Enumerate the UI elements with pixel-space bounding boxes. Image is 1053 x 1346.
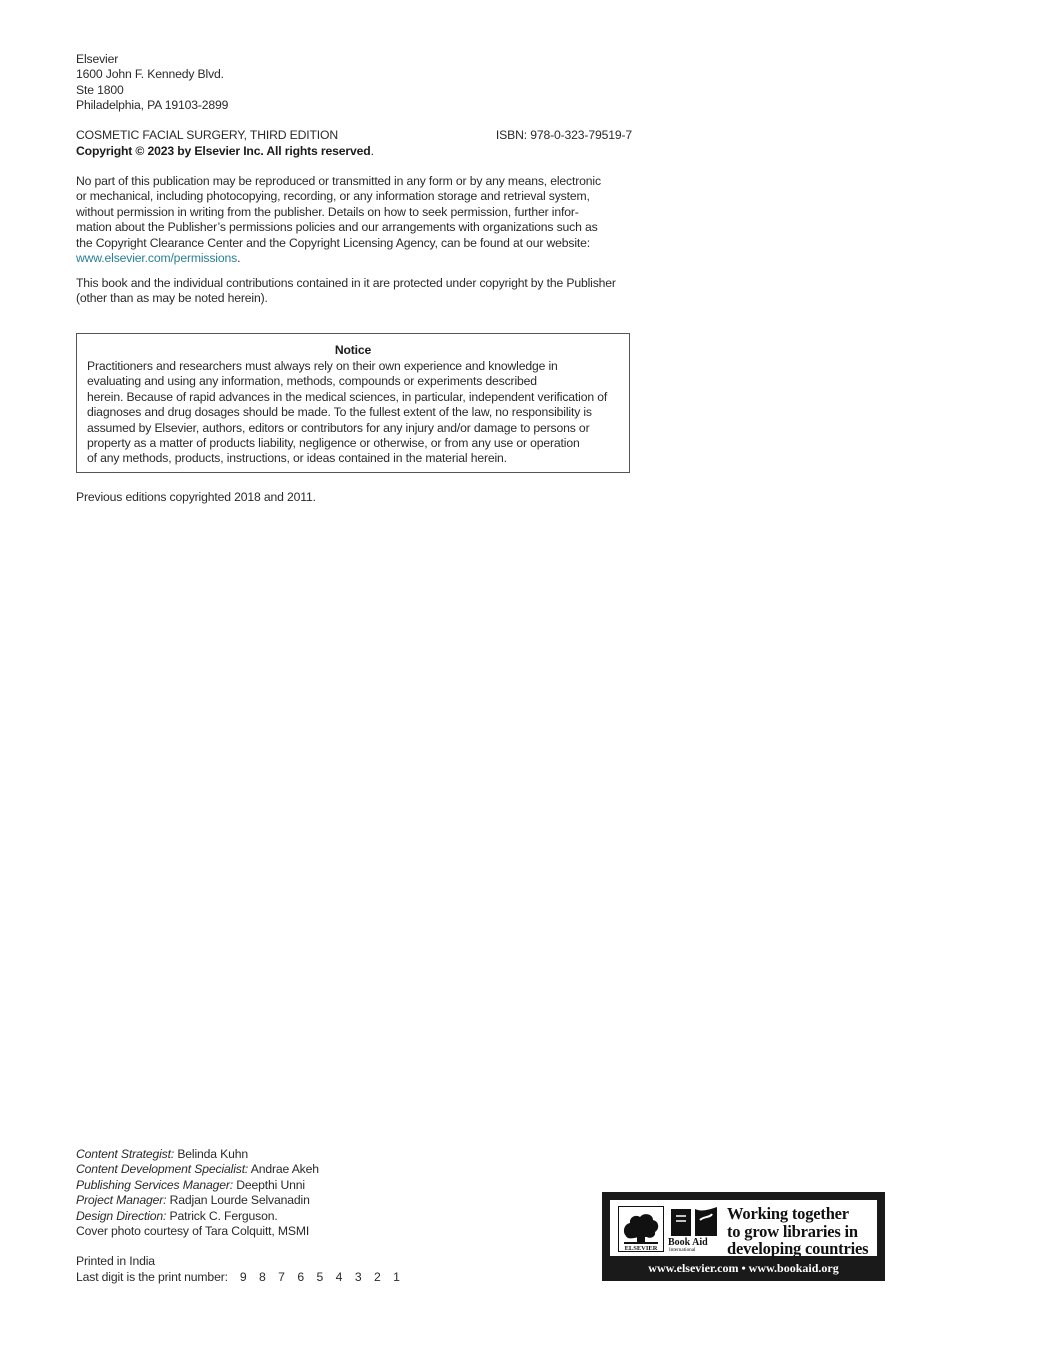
- permissions-link[interactable]: www.elsevier.com/permissions: [76, 251, 238, 266]
- tagline-line: to grow libraries in: [727, 1221, 858, 1241]
- credit-name: Patrick C. Ferguson.: [166, 1208, 278, 1223]
- address-suite: Ste 1800: [76, 82, 124, 97]
- print-number-label: Last digit is the print number:: [76, 1270, 228, 1284]
- notice-body: [87, 359, 607, 467]
- logo-inner-panel: [610, 1200, 877, 1256]
- credit-role: Content Development Specialist:: [76, 1162, 249, 1177]
- notice-line: property as a matter of products liability, negligence or otherwise, or from any use or operation: [87, 436, 580, 451]
- credit-name: Deepthi Unni: [233, 1177, 305, 1192]
- copyright-statement: [76, 144, 374, 159]
- permissions-line: mation about the Publisher’s permissions policies and our arrangements with organizations such as: [76, 220, 598, 235]
- credit-name: Andrae Akeh: [248, 1162, 319, 1177]
- notice-line: of any methods, products, instructions, or ideas contained in the material herein.: [87, 451, 507, 466]
- printed-in: Printed in India: [76, 1254, 155, 1268]
- print-number-digits: 9 8 7 6 5 4 3 2 1: [239, 1270, 400, 1284]
- book-title: COSMETIC FACIAL SURGERY, THIRD EDITION: [76, 128, 339, 142]
- credit-line: [76, 1147, 319, 1162]
- protection-line: This book and the individual contributions contained in it are protected under copyright by the Publisher: [76, 276, 616, 290]
- notice-line: assumed by Elsevier, authors, editors or contributors for any injury and/or damage to persons or: [87, 420, 590, 435]
- bookaid-label: Book Aid: [668, 1237, 708, 1248]
- notice-line: evaluating and using any information, methods, compounds or experiments described: [87, 374, 537, 389]
- book-aid-logo: [602, 1192, 885, 1281]
- notice-line: diagnoses and drug dosages should be made. To the fullest extent of the law, no responsibility is: [87, 405, 592, 420]
- notice-line: herein. Because of rapid advances in the medical sciences, in particular, independent verification of: [87, 389, 608, 404]
- credits-list: [76, 1147, 319, 1239]
- copyright-period: .: [370, 144, 374, 158]
- credit-role: Design Direction:: [76, 1208, 167, 1223]
- print-number-line: [76, 1270, 400, 1285]
- notice-box: [76, 333, 630, 473]
- protection-line: (other than as may be noted herein).: [76, 291, 268, 306]
- tagline-line: Working together: [727, 1204, 849, 1223]
- credit-line: [76, 1193, 319, 1208]
- cover-photo-credit: Cover photo courtesy of Tara Colquitt, MSMI: [76, 1224, 310, 1239]
- permissions-link-line: [76, 251, 632, 266]
- tagline-line: developing countries: [727, 1239, 869, 1258]
- permissions-line: No part of this publication may be reproduced or transmitted in any form or by any means, electronic: [76, 174, 601, 188]
- publisher-address: [76, 52, 228, 114]
- credit-role: Content Strategist:: [76, 1147, 175, 1161]
- notice-title: Notice: [334, 343, 372, 357]
- permissions-paragraph: [76, 174, 632, 266]
- previous-editions: Previous editions copyrighted 2018 and 2011.: [76, 490, 316, 504]
- logo-tagline: [727, 1205, 868, 1258]
- protection-paragraph: [76, 276, 636, 307]
- isbn: ISBN: 978-0-323-79519-7: [495, 128, 632, 142]
- credit-line: [76, 1178, 319, 1193]
- credit-name: Belinda Kuhn: [174, 1147, 249, 1161]
- permissions-line: without permission in writing from the publisher. Details on how to seek permission, further infor-: [76, 204, 579, 219]
- bookaid-sublabel: International: [669, 1247, 696, 1252]
- permissions-line: the Copyright Clearance Center and the Copyright Licensing Agency, can be found at our website:: [76, 235, 590, 250]
- credit-line: [76, 1162, 319, 1177]
- credit-line: [76, 1209, 319, 1224]
- notice-line: Practitioners and researchers must always rely on their own experience and knowledge in: [87, 359, 558, 373]
- logo-urls: www.elsevier.com • www.bookaid.org: [648, 1261, 839, 1275]
- publisher-name: Elsevier: [76, 52, 119, 66]
- elsevier-label: ELSEVIER: [624, 1245, 658, 1252]
- credit-role: Publishing Services Manager:: [76, 1177, 234, 1192]
- address-city: Philadelphia, PA 19103-2899: [76, 98, 229, 113]
- permissions-line: or mechanical, including photocopying, recording, or any information storage and retrieval system,: [76, 189, 590, 204]
- address-street: 1600 John F. Kennedy Blvd.: [76, 67, 224, 82]
- credit-role: Project Manager:: [76, 1193, 167, 1208]
- permissions-link-period: .: [237, 251, 241, 266]
- copyright-text: Copyright © 2023 by Elsevier Inc. All rights reserved: [76, 144, 371, 158]
- credit-name: Radjan Lourde Selvanadin: [166, 1193, 310, 1208]
- book-aid-icon: [668, 1206, 720, 1252]
- elsevier-tree-icon: [618, 1206, 664, 1252]
